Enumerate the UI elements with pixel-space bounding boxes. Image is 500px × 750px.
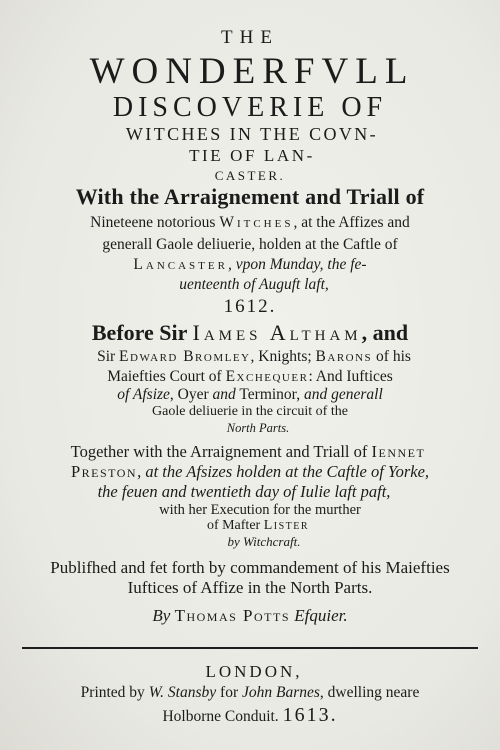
together-line-5-a: of Mafter (206, 518, 264, 533)
imprint-place-line (0, 704, 500, 727)
arraignment-lancaster: Lancaster (133, 256, 228, 273)
together-line-4: with her Execution for the murther (159, 502, 361, 518)
imprint-printer: W. Stansby (148, 684, 217, 701)
arraignment-line-1 (0, 214, 500, 232)
arraignment-line-3-b: , vpon Munday, the fe- (227, 256, 367, 273)
before-line-1-c: , Knights; (250, 348, 316, 365)
together-preston: Preston (70, 462, 138, 481)
published-line-1: Publifhed and fet forth by commandement of his Maiefties (50, 558, 450, 577)
before-line-2-a: Maiefties Court of (107, 368, 226, 385)
before-heading (0, 320, 500, 346)
before-line-3-b: , Oyer (169, 386, 213, 403)
before-line-1-e: of his (372, 348, 411, 365)
arraignment-heading: With the Arraignement and Triall of (75, 184, 425, 209)
author-by: By (152, 606, 175, 625)
before-line-1 (4, 348, 500, 366)
arraignment-witches: Witches (219, 214, 294, 231)
imprint-place: Holborne Conduit. (162, 708, 279, 725)
title-tie-line: TIE OF LAN- (189, 146, 315, 165)
imprint-printed-c: , dwelling neare (319, 684, 420, 701)
imprint-printed-b: for (216, 684, 242, 701)
imprint-year: 1613. (282, 704, 338, 726)
together-line-1 (0, 442, 498, 462)
before-line-2-c: : And Iuftices (308, 368, 393, 385)
imprint-bookseller: John Barnes (241, 684, 320, 701)
before-line-2 (0, 368, 500, 386)
before-line-3-c: and (212, 386, 236, 403)
imprint-printed-line (0, 684, 500, 702)
author-title: Efquier. (290, 606, 348, 625)
arraignment-year: 1612. (223, 296, 277, 317)
author-line (0, 606, 500, 626)
together-line-3: the feuen and twentieth day of Iulie laft paft, (97, 482, 391, 501)
together-iennet: Iennet (371, 442, 426, 461)
horizontal-rule (22, 647, 478, 649)
title-caster-line: CASTER. (214, 168, 286, 183)
before-heading-a: Before Sir (91, 320, 193, 345)
before-line-4: Gaole deliuerie in the circuit of the (152, 404, 348, 419)
arraignment-line-3 (0, 256, 500, 274)
before-line-3-e: and generall (303, 386, 383, 403)
before-line-3 (0, 386, 500, 404)
arraignment-line-2: generall Gaole deliuerie, holden at the Caftle of (102, 236, 398, 253)
before-line-1-a: Sir (97, 348, 120, 365)
before-altham: Iames Altham (192, 320, 362, 345)
arraignment-line-1-c: , at the Affizes and (293, 214, 410, 231)
together-lister: Lister (263, 518, 310, 533)
published-line-2: Iuftices of Affize in the North Parts. (127, 578, 373, 597)
together-line-1-a: Together with the Arraignement and Triall of (70, 442, 372, 461)
title-the: THE (221, 27, 279, 48)
before-line-3-a: of Afsize (117, 386, 170, 403)
together-line-2 (0, 462, 500, 482)
before-line-5: North Parts. (226, 421, 290, 435)
title-wonderfull: WONDERFVLL (89, 51, 415, 92)
before-line-3-d: Terminor, (235, 386, 304, 403)
title-discoverie: DISCOVERIE OF (112, 92, 388, 123)
before-barons: Barons (315, 348, 373, 365)
imprint-city: LONDON, (205, 662, 303, 681)
title-witches-line: WITCHES IN THE COVN- (125, 124, 379, 144)
before-exchequer: Exchequer (225, 368, 309, 385)
imprint-printed-a: Printed by (80, 684, 149, 701)
together-line-5 (8, 518, 500, 534)
arraignment-line-4: uenteenth of Auguft laft, (179, 276, 329, 293)
arraignment-line-1-a: Nineteene notorious (90, 214, 220, 231)
together-line-2-b: , at the Afsizes holden at the Caftle of Yorke, (137, 462, 430, 481)
author-name: Thomas Potts (174, 606, 290, 625)
before-bromley: Edward Bromley (119, 348, 251, 365)
together-line-6: by Witchcraft. (227, 534, 301, 549)
before-heading-c: , and (361, 320, 409, 345)
